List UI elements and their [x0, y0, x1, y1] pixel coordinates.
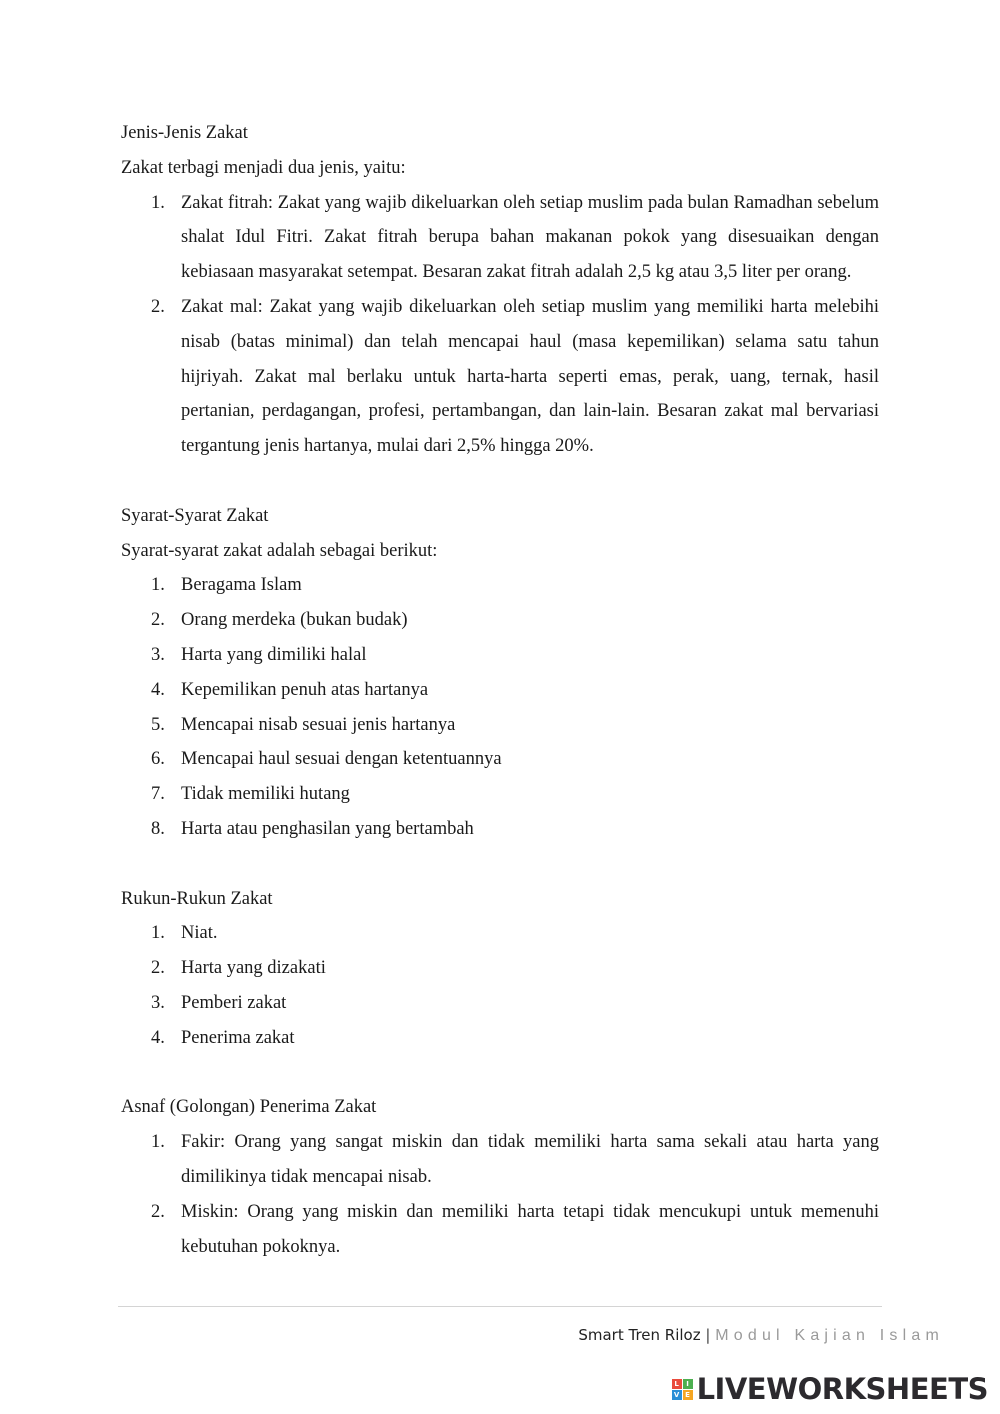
list-number: 1. — [151, 575, 165, 596]
liveworksheets-logo-icon — [672, 1379, 693, 1400]
list-number: 5. — [151, 714, 165, 735]
list-item-text: Mencapai nisab sesuai jenis hartanya — [181, 714, 456, 735]
section-spacer — [121, 847, 879, 882]
list-number: 1. — [151, 923, 165, 944]
list-asnaf — [121, 1125, 879, 1264]
list-item — [121, 603, 879, 638]
list-number: 1. — [151, 192, 165, 213]
footer-divider — [118, 1306, 882, 1307]
document-body — [121, 116, 879, 1264]
list-item — [121, 638, 879, 673]
footer-module-title: Modul Kajian Islam — [715, 1327, 944, 1344]
list-item-text: Kepemilikan penuh atas hartanya — [181, 679, 429, 700]
list-number: 2. — [151, 958, 165, 979]
list-number: 7. — [151, 784, 165, 805]
list-item-text: Orang merdeka (bukan budak) — [181, 610, 408, 631]
list-item-text: Fakir: Orang yang sangat miskin dan tidak memiliki harta sama sekali atau harta yang dimilikinya tidak mencapai nisab. — [181, 1132, 879, 1187]
list-jenis — [121, 186, 879, 464]
footer-author: Smart Tren Riloz — [578, 1326, 701, 1344]
section-intro-syarat: Syarat-syarat zakat adalah sebagai berikut: — [121, 540, 438, 561]
list-syarat — [121, 568, 879, 846]
list-item — [121, 186, 879, 290]
section-heading-jenis: Jenis-Jenis Zakat — [121, 123, 248, 143]
list-item — [121, 673, 879, 708]
list-item — [121, 568, 879, 603]
list-number: 6. — [151, 749, 165, 770]
list-item-text: Harta yang dimiliki halal — [181, 644, 367, 665]
list-item-text: Miskin: Orang yang miskin dan memiliki harta tetapi tidak mencukupi untuk memenuhi kebutuhan pokoknya. — [181, 1201, 879, 1257]
list-number: 2. — [151, 296, 165, 317]
list-item-text: Mencapai haul sesuai dengan ketentuannya — [181, 749, 502, 770]
list-item — [121, 951, 879, 986]
list-item-text: Niat. — [181, 923, 218, 944]
list-number: 4. — [151, 679, 165, 700]
list-item — [121, 290, 879, 464]
list-item-text: Beragama Islam — [181, 575, 302, 596]
list-item-text: Harta yang dizakati — [181, 958, 326, 979]
list-item — [121, 708, 879, 743]
list-item-text: Zakat fitrah: Zakat yang wajib dikeluarkan oleh setiap muslim pada bulan Ramadhan sebelum shalat Idul Fitri. Zakat fitrah berupa bahan makanan pokok yang disesuaikan dengan kebiasaan masyarakat setempat. Besaran zakat fitrah adalah 2,5 kg atau 3,5 liter per orang. — [181, 192, 879, 283]
list-item — [121, 986, 879, 1021]
list-number: 2. — [151, 610, 165, 631]
list-item — [121, 777, 879, 812]
list-item — [121, 742, 879, 777]
section-heading-asnaf: Asnaf (Golongan) Penerima Zakat — [121, 1097, 377, 1118]
list-number: 3. — [151, 992, 165, 1013]
list-item-text: Harta atau penghasilan yang bertambah — [181, 818, 474, 839]
list-item-text: Pemberi zakat — [181, 992, 287, 1013]
logo-cell: L — [672, 1379, 682, 1389]
page-footer — [578, 1326, 944, 1345]
list-item-text: Zakat mal: Zakat yang wajib dikeluarkan oleh setiap muslim yang memiliki harta melebihi nisab (batas minimal) dan telah mencapai haul (masa kepemilikan) selama satu tahun hijriyah. Zakat mal berlaku untuk harta-harta seperti emas, perak, uang, ternak, hasil pertanian, perdagangan, profesi, pertambangan, dan lain-lain. Besaran zakat mal bervariasi tergantung jenis hartanya, mulai dari 2,5% hingga 20%. — [181, 296, 879, 457]
list-item — [121, 812, 879, 847]
list-rukun — [121, 916, 879, 1055]
section-heading-rukun: Rukun-Rukun Zakat — [121, 888, 273, 909]
logo-cell: I — [683, 1379, 693, 1389]
footer-separator: | — [705, 1326, 711, 1344]
list-number: 2. — [151, 1201, 165, 1222]
list-item — [121, 1195, 879, 1265]
list-item — [121, 1125, 879, 1195]
section-heading-syarat: Syarat-Syarat Zakat — [121, 505, 269, 526]
list-item-text: Tidak memiliki hutang — [181, 784, 350, 805]
list-number: 8. — [151, 818, 165, 839]
liveworksheets-wordmark: LIVEWORKSHEETS — [696, 1372, 988, 1406]
list-number: 3. — [151, 644, 165, 665]
list-number: 4. — [151, 1027, 165, 1048]
list-item — [121, 1021, 879, 1056]
list-item-text: Penerima zakat — [181, 1027, 295, 1048]
section-spacer — [121, 1056, 879, 1091]
list-number: 1. — [151, 1132, 165, 1153]
logo-cell: V — [672, 1390, 682, 1400]
section-intro-jenis: Zakat terbagi menjadi dua jenis, yaitu: — [121, 157, 406, 178]
section-spacer — [121, 464, 879, 499]
logo-cell: E — [683, 1390, 693, 1400]
list-item — [121, 916, 879, 951]
liveworksheets-brand — [672, 1372, 988, 1406]
